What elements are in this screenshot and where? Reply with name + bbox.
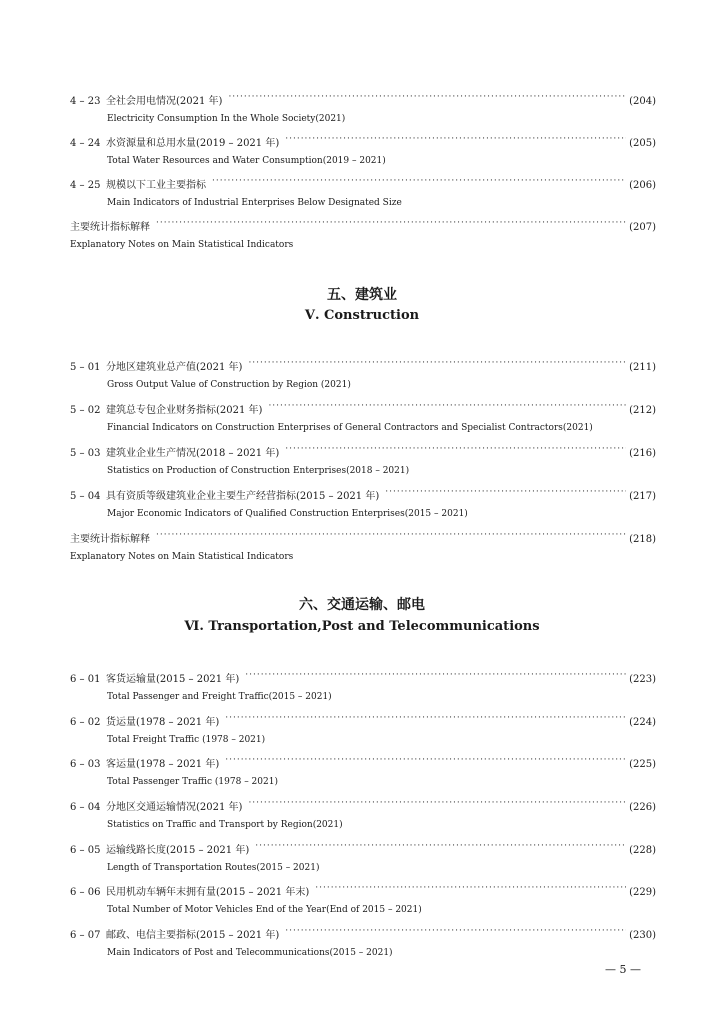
toc-entry[interactable] bbox=[70, 356, 656, 392]
entry-title-en: Total Passenger Traffic (1978 – 2021) bbox=[107, 777, 278, 787]
entry-page: (212) bbox=[629, 405, 656, 416]
entry-page: (206) bbox=[629, 180, 656, 191]
toc-entry[interactable] bbox=[70, 881, 656, 917]
toc-entry[interactable] bbox=[70, 485, 656, 521]
entry-title-en: Major Economic Indicators of Qualified Construction Enterprises(2015 – 2021) bbox=[107, 509, 468, 519]
entry-number: 4 – 25 bbox=[70, 180, 101, 191]
entry-title-zh: 规模以下工业主要指标 bbox=[106, 180, 206, 191]
entry-page: (228) bbox=[629, 845, 656, 856]
section-title-en: Ⅵ. Transportation,Post and Telecommunications bbox=[184, 619, 540, 634]
entry-number: 6 – 07 bbox=[70, 930, 101, 941]
entry-title-zh: 具有资质等级建筑业企业主要生产经营指标(2015 – 2021 年) bbox=[106, 491, 380, 502]
leader-dots bbox=[248, 796, 626, 810]
leader-dots bbox=[225, 753, 626, 767]
entry-page: (225) bbox=[629, 759, 656, 770]
leader-dots bbox=[285, 442, 626, 456]
entry-title-zh: 水资源量和总用水量(2019 – 2021 年) bbox=[106, 138, 280, 149]
entry-page: (205) bbox=[629, 138, 656, 149]
entry-title-zh: 客运量(1978 – 2021 年) bbox=[106, 759, 220, 770]
entry-title-en: Total Passenger and Freight Traffic(2015 – 2021) bbox=[107, 692, 332, 702]
entry-number: 5 – 04 bbox=[70, 491, 101, 502]
section-title-zh: 五、建筑业 bbox=[327, 287, 397, 303]
toc-entry[interactable] bbox=[70, 839, 656, 875]
entry-title-en: Explanatory Notes on Main Statistical Indicators bbox=[70, 240, 294, 250]
entry-title-en: Length of Transportation Routes(2015 – 2021) bbox=[107, 863, 320, 873]
toc-entry[interactable] bbox=[70, 216, 656, 252]
entry-page: (226) bbox=[629, 802, 656, 813]
leader-dots bbox=[285, 924, 626, 938]
entry-title-zh: 全社会用电情况(2021 年) bbox=[106, 96, 223, 107]
entry-title-en: Total Number of Motor Vehicles End of the Year(End of 2015 – 2021) bbox=[107, 905, 422, 915]
leader-dots bbox=[228, 90, 626, 104]
entry-number: 6 – 02 bbox=[70, 717, 101, 728]
entry-page: (211) bbox=[629, 362, 656, 373]
toc-entry[interactable] bbox=[70, 796, 656, 832]
toc-entry[interactable] bbox=[70, 442, 656, 478]
entry-title-en: Total Freight Traffic (1978 – 2021) bbox=[107, 735, 266, 745]
entry-number: 6 – 01 bbox=[70, 674, 101, 685]
entry-number: 6 – 03 bbox=[70, 759, 101, 770]
entry-number: 5 – 03 bbox=[70, 448, 101, 459]
toc-entry[interactable] bbox=[70, 528, 656, 564]
entry-title-zh: 运输线路长度(2015 – 2021 年) bbox=[106, 845, 250, 856]
entry-title-zh: 邮政、电信主要指标(2015 – 2021 年) bbox=[106, 930, 280, 941]
entry-number: 6 – 06 bbox=[70, 887, 101, 898]
leader-dots bbox=[315, 881, 626, 895]
toc-entry[interactable] bbox=[70, 711, 656, 747]
entry-title-zh: 民用机动车辆年末拥有量(2015 – 2021 年末) bbox=[106, 887, 310, 898]
entry-title-zh: 主要统计指标解释 bbox=[70, 222, 150, 233]
entry-title-zh: 客货运输量(2015 – 2021 年) bbox=[106, 674, 240, 685]
toc-entry[interactable] bbox=[70, 174, 656, 210]
entry-title-zh: 建筑总专包企业财务指标(2021 年) bbox=[106, 405, 263, 416]
entry-number: 5 – 01 bbox=[70, 362, 101, 373]
leader-dots bbox=[156, 216, 626, 230]
entry-page: (230) bbox=[629, 930, 656, 941]
entry-page: (229) bbox=[629, 887, 656, 898]
entry-number: 5 – 02 bbox=[70, 405, 101, 416]
entry-number: 6 – 04 bbox=[70, 802, 101, 813]
leader-dots bbox=[268, 399, 626, 413]
toc-entry[interactable] bbox=[70, 668, 656, 704]
entry-page: (223) bbox=[629, 674, 656, 685]
entry-number: 4 – 24 bbox=[70, 138, 101, 149]
section-title-zh: 六、交通运输、邮电 bbox=[299, 597, 425, 613]
entry-page: (218) bbox=[629, 534, 656, 545]
entry-title-zh: 建筑业企业生产情况(2018 – 2021 年) bbox=[106, 448, 280, 459]
section-title-en: Ⅴ. Construction bbox=[304, 308, 420, 323]
entry-page: (217) bbox=[629, 491, 656, 502]
entry-page: (216) bbox=[629, 448, 656, 459]
entry-number: 4 – 23 bbox=[70, 96, 101, 107]
entry-title-en: Statistics on Production of Construction Enterprises(2018 – 2021) bbox=[107, 466, 410, 476]
leader-dots bbox=[245, 668, 626, 682]
entry-page: (224) bbox=[629, 717, 656, 728]
entry-title-en: Explanatory Notes on Main Statistical Indicators bbox=[70, 552, 294, 562]
entry-title-en: Main Indicators of Industrial Enterprises Below Designated Size bbox=[107, 198, 402, 208]
leader-dots bbox=[255, 839, 626, 853]
leader-dots bbox=[385, 485, 626, 499]
entry-number: 6 – 05 bbox=[70, 845, 101, 856]
entry-title-zh: 分地区建筑业总产值(2021 年) bbox=[106, 362, 243, 373]
leader-dots bbox=[156, 528, 626, 542]
entry-title-en: Financial Indicators on Construction Enterprises of General Contractors and Specialist Contractors(2021) bbox=[107, 423, 593, 433]
toc-entry[interactable] bbox=[70, 753, 656, 789]
toc-entry[interactable] bbox=[70, 132, 656, 168]
leader-dots bbox=[285, 132, 626, 146]
entry-title-en: Main Indicators of Post and Telecommunications(2015 – 2021) bbox=[107, 948, 393, 958]
entry-title-zh: 货运量(1978 – 2021 年) bbox=[106, 717, 220, 728]
leader-dots bbox=[248, 356, 626, 370]
entry-title-en: Total Water Resources and Water Consumption(2019 – 2021) bbox=[107, 156, 386, 166]
entry-title-zh: 主要统计指标解释 bbox=[70, 534, 150, 545]
entry-title-en: Electricity Consumption In the Whole Society(2021) bbox=[107, 114, 346, 124]
toc-entry[interactable] bbox=[70, 399, 656, 435]
toc-entry[interactable] bbox=[70, 924, 656, 960]
leader-dots bbox=[212, 174, 626, 188]
entry-page: (207) bbox=[629, 222, 656, 233]
page-number: — 5 — bbox=[605, 963, 641, 976]
toc-entry[interactable] bbox=[70, 90, 656, 126]
entry-title-zh: 分地区交通运输情况(2021 年) bbox=[106, 802, 243, 813]
entry-page: (204) bbox=[629, 96, 656, 107]
entry-title-en: Statistics on Traffic and Transport by Region(2021) bbox=[107, 820, 343, 830]
leader-dots bbox=[225, 711, 626, 725]
entry-title-en: Gross Output Value of Construction by Region (2021) bbox=[107, 380, 351, 390]
